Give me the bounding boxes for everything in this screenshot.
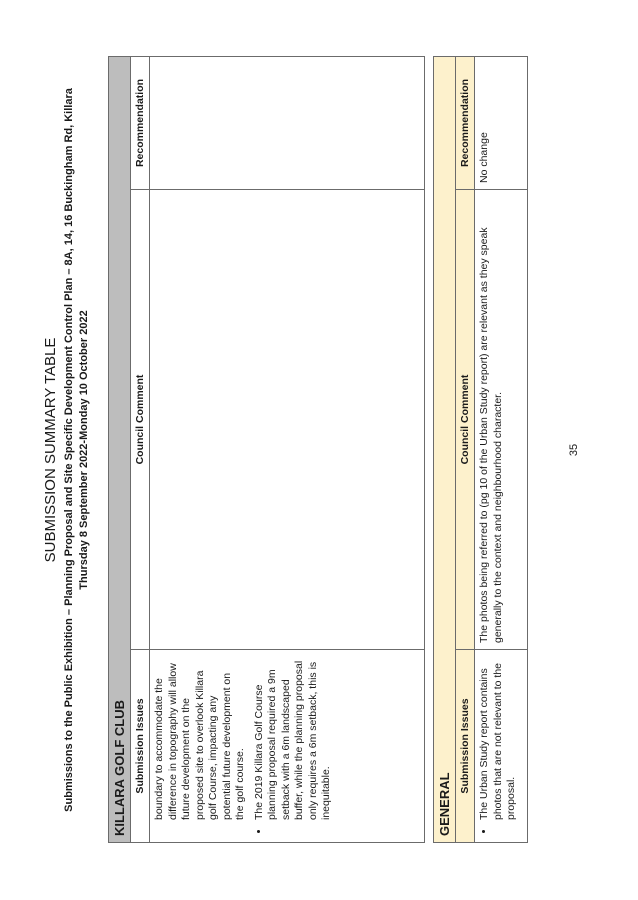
issue-continuation: boundary to accommodate the difference in topography will allow future development on the proposed site to overlook Killara golf Course, impacting any potential future development on the golf course. (153, 663, 246, 820)
issue-bullet: • The Urban Study report contains photos that are not relevant to the proposal. (478, 656, 519, 820)
page-title: SUBMISSION SUMMARY TABLE (42, 337, 59, 563)
recommendation-cell (475, 56, 528, 189)
column-header-row (456, 56, 475, 842)
table-row (475, 56, 528, 842)
killara-table (108, 56, 425, 843)
issue-bullet: • The 2019 Killara Golf Course planning proposal required a 9m setback with a 6m landscaped buffer, while the planning proposal only requires a 6m setback, this is inequitable. (253, 656, 334, 820)
section-heading: KILLARA GOLF CLUB (109, 56, 131, 842)
page-number: 35 (568, 443, 580, 457)
column-header-recommendation: Recommendation (456, 56, 475, 189)
issue-list (478, 656, 519, 836)
column-header-recommendation: Recommendation (131, 56, 150, 189)
council-comment-cell (150, 190, 425, 650)
issue-list (253, 656, 334, 836)
exhibition-dates: Thursday 8 September 2022-Monday 10 October 2022 (78, 310, 90, 590)
council-comment-cell (475, 190, 528, 650)
table-row (150, 56, 425, 842)
column-header-issues: Submission Issues (456, 650, 475, 843)
submission-issues-cell (150, 650, 425, 843)
comment-text: The photos being referred to (pg 10 of the Urban Study report) are relevant as they speak generally to the context and neighbourhood character. (478, 227, 504, 643)
killara-section-header (109, 56, 131, 842)
general-section-header (434, 56, 456, 842)
page-subtitle: Submissions to the Public Exhibition – Planning Proposal and Site Specific Development Control Plan – 8A, 14, 16 Buckingham Rd, Killara (63, 88, 75, 812)
column-header-comment: Council Comment (456, 190, 475, 650)
section-heading: GENERAL (434, 56, 456, 842)
submission-issues-cell (475, 650, 528, 843)
recommendation-cell (150, 56, 425, 189)
general-table (433, 56, 528, 843)
column-header-comment: Council Comment (131, 190, 150, 650)
column-header-issues: Submission Issues (131, 650, 150, 843)
recommendation-text: No change (478, 132, 490, 183)
column-header-row (131, 56, 150, 842)
